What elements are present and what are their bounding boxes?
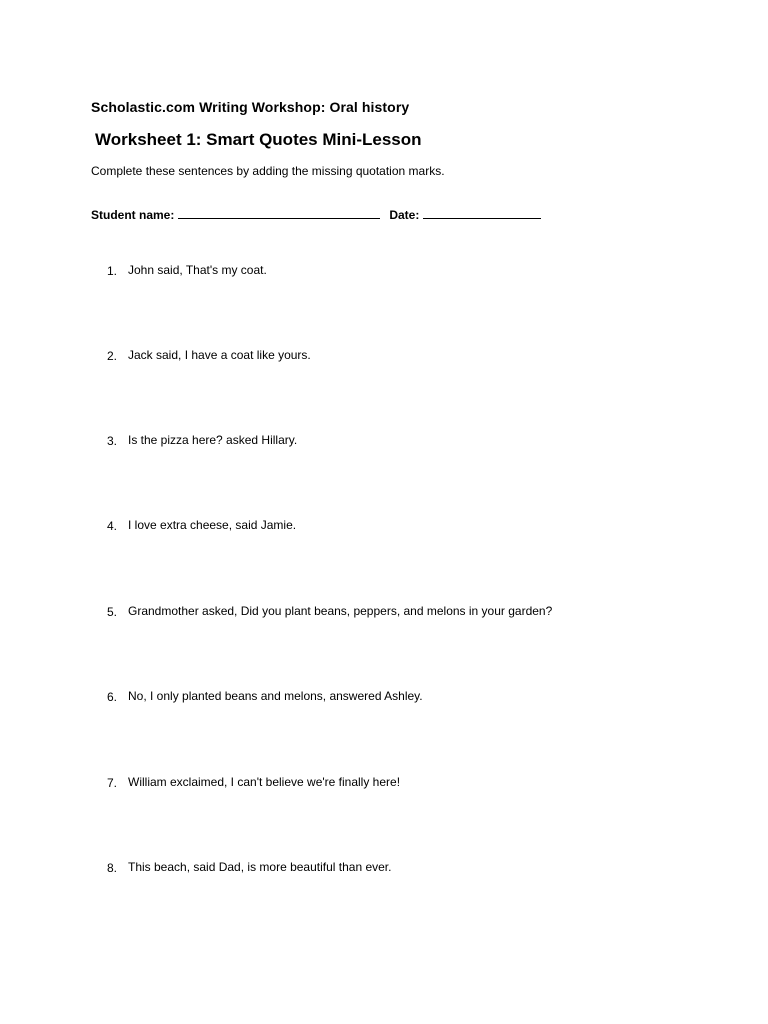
question-number: 8. bbox=[107, 861, 118, 875]
question-number: 6. bbox=[107, 690, 118, 704]
student-name-label: Student name: bbox=[91, 208, 175, 222]
date-label: Date: bbox=[389, 208, 420, 222]
site-title: Scholastic.com Writing Workshop: Oral history bbox=[91, 99, 410, 115]
question-text: No, I only planted beans and melons, answered Ashley. bbox=[128, 689, 423, 703]
student-info-row bbox=[91, 206, 541, 222]
date-blank[interactable] bbox=[423, 206, 541, 219]
question-number: 2. bbox=[107, 349, 118, 363]
question-text: Is the pizza here? asked Hillary. bbox=[128, 433, 298, 447]
question-text: Grandmother asked, Did you plant beans, peppers, and melons in your garden? bbox=[128, 604, 553, 618]
question-number: 7. bbox=[107, 776, 118, 790]
question-number: 4. bbox=[107, 519, 118, 533]
question-text: This beach, said Dad, is more beautiful than ever. bbox=[128, 860, 392, 874]
question-number: 3. bbox=[107, 434, 118, 448]
question-text: I love extra cheese, said Jamie. bbox=[128, 518, 297, 532]
worksheet-title: Worksheet 1: Smart Quotes Mini-Lesson bbox=[95, 130, 422, 149]
question-number: 1. bbox=[107, 264, 118, 278]
question-number: 5. bbox=[107, 605, 118, 619]
question-text: William exclaimed, I can't believe we're finally here! bbox=[128, 775, 401, 789]
question-text: Jack said, I have a coat like yours. bbox=[128, 348, 311, 362]
student-name-blank[interactable] bbox=[178, 206, 380, 219]
instructions-text: Complete these sentences by adding the missing quotation marks. bbox=[91, 164, 445, 178]
question-text: John said, That's my coat. bbox=[128, 263, 267, 277]
